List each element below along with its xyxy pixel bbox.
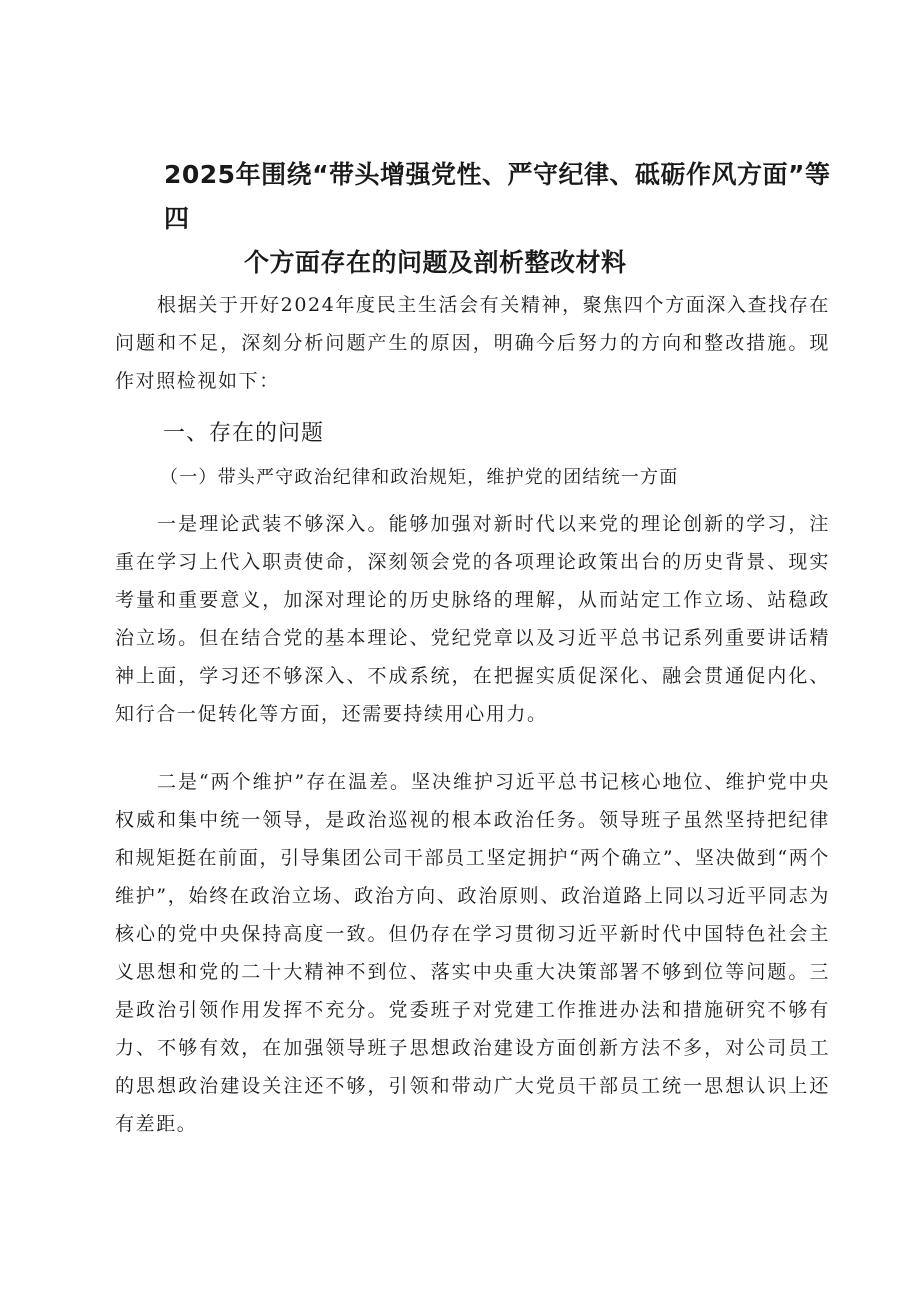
title-line-1: 2025年围绕“带头增强党性、严守纪律、砥砺作风方面”等四 [164,160,831,233]
body-paragraph-2: 二是“两个维护”存在温差。坚决维护习近平总书记核心地位、维护党中央权威和集中统一领导，是政治巡视的根本政治任务。领导班子虽然坚持把纪律和规矩挺在前面，引导集团公司干部员工坚定拥护“两个确立”、坚决做到“两个维护”，始终在政治立场、政治方向、政治原则、政治道路上同以习近平同志为核心的党中央保持高度一致。但仍存在学习贯彻习近平新时代中国特色社会主义思想和党的二十大精神不到位、落实中央重大决策部署不够到位等问题。三是政治引领作用发挥不充分。党委班子对党建工作推进办法和措施研究不够有力、不够有效，在加强领导班子思想政治建设方面创新方法不多，对公司员工的思想政治建设关注还不够，引领和带动广大党员干部员工统一思想认识上还有差距。 [115,771,830,1135]
intro-paragraph: 根据关于开好2024年度民主生活会有关精神，聚焦四个方面深入查找存在问题和不足，深刻分析问题产生的原因，明确今后努力的方向和整改措施。现作对照检视如下： [115,294,830,392]
subsection-heading-1: （一）带头严守政治纪律和政治规矩，维护党的团结统一方面 [160,467,679,488]
section-heading-problems: 一、存在的问题 [163,421,325,446]
body-paragraph-1: 一是理论武装不够深入。能够加强对新时代以来党的理论创新的学习，注重在学习上代入职责使命，深刻领会党的各项理论政策出台的历史背景、现实考量和重要意义，加深对理论的历史脉络的理解，从而站定工作立场、站稳政治立场。但在结合党的基本理论、党纪党章以及习近平总书记系列重要讲话精神上面，学习还不够深入、不成系统，在把握实质促深化、融会贯通促内化、知行合一促转化等方面，还需要持续用心用力。 [115,513,830,725]
title-line-2: 个方面存在的问题及剖析整改材料 [244,248,627,277]
document-title [150,153,850,285]
